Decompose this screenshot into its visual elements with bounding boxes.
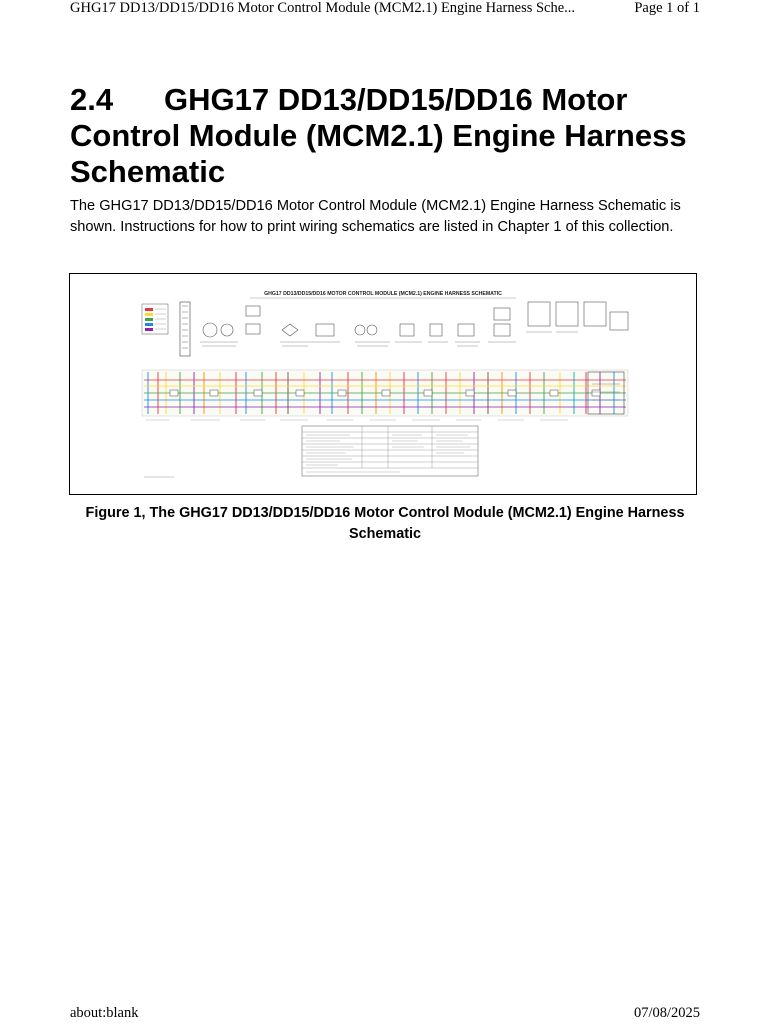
body-paragraph: The GHG17 DD13/DD15/DD16 Motor Control Module (MCM2.1) Engine Harness Schematic is shown. Instructions for how to print wiring schematics are listed in Chapter 1 of this collection. bbox=[70, 198, 681, 235]
wiring-harness bbox=[142, 370, 628, 416]
figure-caption: Figure 1, The GHG17 DD13/DD15/DD16 Motor Control Module (MCM2.1) Engine Harness Schematic bbox=[85, 505, 685, 542]
print-header-title: GHG17 DD13/DD15/DD16 Motor Control Module (MCM2.1) Engine Harness Sche... bbox=[70, 0, 576, 16]
main-connector bbox=[180, 302, 190, 356]
section-heading bbox=[70, 82, 710, 190]
schematic-title: GHG17 DD13/DD15/DD16 MOTOR CONTROL MODULE (MCM2.1) ENGINE HARNESS SCHEMATIC bbox=[264, 291, 502, 297]
section-title: GHG17 DD13/DD15/DD16 Motor Control Module (MCM2.1) Engine Harness Schematic bbox=[70, 82, 687, 189]
print-footer-date: 07/08/2025 bbox=[633, 1005, 700, 1021]
print-footer bbox=[70, 1004, 700, 1024]
print-footer-url: about:blank bbox=[70, 1005, 139, 1021]
page-indicator: Page 1 of 1 bbox=[634, 0, 700, 16]
parts-table bbox=[302, 426, 478, 476]
print-header bbox=[70, 0, 700, 18]
section-number: 2.4 bbox=[70, 82, 114, 117]
schematic-image bbox=[70, 274, 696, 494]
schematic-figure[interactable] bbox=[69, 273, 697, 495]
legend-box bbox=[142, 304, 168, 334]
